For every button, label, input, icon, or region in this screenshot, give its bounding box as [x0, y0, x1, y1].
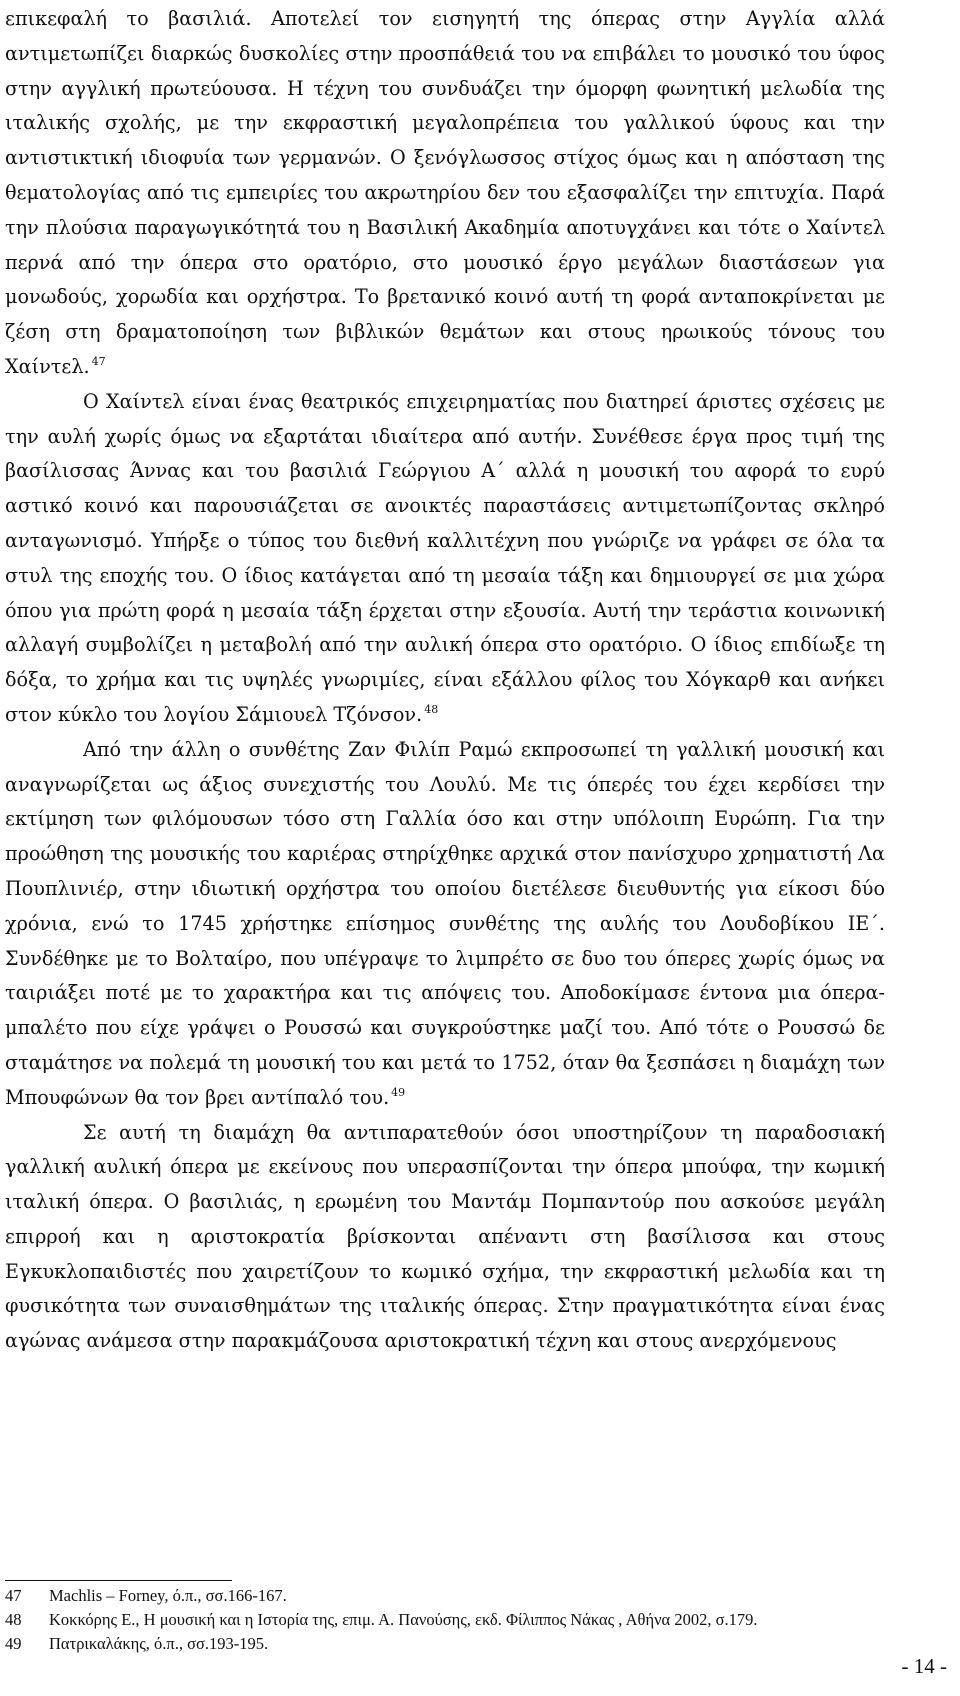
footnote-ref-49[interactable]: 49 — [391, 1085, 406, 1099]
paragraph-text: Από την άλλη ο συνθέτης Ζαν Φιλίπ Ραμώ εκπροσωπεί τη γαλλική μουσική και αναγνωρίζεται ως άξιος συνεχιστής του Λουλύ. Με τις όπερές του έχει κερδίσει την εκτίμηση των φιλόμουσων τόσο στη Γαλλία όσο και στην υπόλοιπη Ευρώπη. Για την προώθηση της μουσικής του καριέρας στηρίχθηκε αρχικά στον πανίσχυρο χρηματιστή Λα Πουπλινιέρ, στην ιδιωτική ορχήστρα του οποίου διετέλεσε διευθυντής για είκοσι δύο χρόνια, ενώ το 1745 χρήστηκε επίσημος συνθέτης της αυλής του Λουδοβίκου ΙΕ΄. Συνδέθηκε με το Βολταίρο, που υπέγραψε το λιμπρέτο σε δυο του όπερες χωρίς όμως να ταιριάξει ποτέ με το χαρακτήρα και τις απόψεις του. Αποδοκίμασε έντονα μια όπερα-μπαλέτο που είχε γράψει ο Ρουσσώ και συγκρούστηκε μαζί του. Από τότε ο Ρουσσώ δε σταμάτησε να πολεμά τη μουσική του και μετά το 1752, όταν θα ξεσπάσει η διαμάχη των Μπουφώνων θα τον βρει αντίπαλό του. — [5, 737, 885, 1109]
body-text — [5, 2, 885, 1359]
footnote-48 — [5, 1608, 905, 1632]
footnote-text: Machlis – Forney, ό.π., σσ.166-167. — [49, 1586, 287, 1605]
footnote-ref-47[interactable]: 47 — [91, 354, 106, 368]
footnote-number: 48 — [5, 1610, 22, 1629]
footnote-49 — [5, 1632, 905, 1656]
footnotes — [5, 1584, 905, 1656]
paragraph-1 — [5, 2, 885, 385]
paragraph-3 — [5, 733, 885, 1116]
paragraph-4 — [5, 1116, 885, 1360]
page-number: - 14 - — [901, 1654, 947, 1678]
footnote-47 — [5, 1584, 905, 1608]
footnote-number: 47 — [5, 1586, 22, 1605]
footnote-text: Κοκκόρης Ε., Η μουσική και η Ιστορία της, επιμ. Α. Πανούσης, εκδ. Φίλιππος Νάκας , Αθήνα 2002, σ.179. — [49, 1610, 758, 1629]
paragraph-2 — [5, 385, 885, 733]
footnote-text: Πατρικαλάκης, ό.π., σσ.193-195. — [49, 1634, 269, 1653]
footnote-number: 49 — [5, 1634, 22, 1653]
footnote-separator — [5, 1580, 232, 1581]
paragraph-text: επικεφαλή το βασιλιά. Αποτελεί τον εισηγητή της όπερας στην Αγγλία αλλά αντιμετωπίζει διαρκώς δυσκολίες στην προσπάθειά του να επιβάλει το μουσικό του ύφος στην αγγλική πρωτεύουσα. Η τέχνη του συνδυάζει την όμορφη φωνητική μελωδία της ιταλικής σχολής, με την εκφραστική μεγαλοπρέπεια του γαλλικού ύφους και την αντιστικτική ιδιοφυία των γερμανών. Ο ξενόγλωσσος στίχος όμως και η απόσταση της θεματολογίας από τις εμπειρίες του ακρωτηρίου δεν του εξασφαλίζει την επιτυχία. Παρά την πλούσια παραγωγικότητά του η Βασιλική Ακαδημία αποτυγχάνει και τότε ο Χαίντελ περνά από την όπερα στο ορατόριο, στο μουσικό έργο μεγάλων διαστάσεων για μονωδούς, χορωδία και ορχήστρα. Το βρετανικό κοινό αυτή τη φορά ανταποκρίνεται με ζέση στη δραματοποίηση των βιβλικών θεμάτων και στους ηρωικούς τόνους του Χαίντελ. — [5, 7, 885, 378]
footnote-ref-48[interactable]: 48 — [424, 702, 439, 716]
paragraph-text: Ο Χαίντελ είναι ένας θεατρικός επιχειρηματίας που διατηρεί άριστες σχέσεις με την αυλή χωρίς όμως να εξαρτάται ιδιαίτερα από αυτήν. Συνέθεσε έργα προς τιμή της βασίλισσας Άννας και του βασιλιά Γεώργιου Α΄ αλλά η μουσική του αφορά το ευρύ αστικό κοινό και παρουσιάζεται σε ανοικτές παραστάσεις αντιμετωπίζοντας σκληρό ανταγωνισμό. Υπήρξε ο τύπος του διεθνή καλλιτέχνη που γνώριζε να γράφει σε όλα τα στυλ της εποχής του. Ο ίδιος κατάγεται από τη μεσαία τάξη και δημιουργεί σε μια χώρα όπου για πρώτη φορά η μεσαία τάξη έρχεται στην εξουσία. Αυτή την τεράστια κοινωνική αλλαγή συμβολίζει η μεταβολή από την αυλική όπερα στο ορατόριο. Ο ίδιος επιδίωξε τη δόξα, το χρήμα και τις υψηλές γνωριμίες, είναι εξάλλου φίλος του Χόγκαρθ και ανήκει στον κύκλο του λογίου Σάμιουελ Τζόνσον. — [5, 389, 885, 726]
paragraph-text: Σε αυτή τη διαμάχη θα αντιπαρατεθούν όσοι υποστηρίζουν τη παραδοσιακή γαλλική αυλική όπερα με εκείνους που υπερασπίζονται την όπερα μπούφα, την κωμική ιταλική όπερα. Ο βασιλιάς, η ερωμένη του Μαντάμ Πομπαντούρ που ασκούσε μεγάλη επιρροή και η αριστοκρατία βρίσκονται απέναντι στη βασίλισσα και στους Εγκυκλοπαιδιστές που χαιρετίζουν το κωμικό σχήμα, την εκφραστική μελωδία και τη φυσικότητα των συναισθημάτων της ιταλικής όπερας. Στην πραγματικότητα είναι ένας αγώνας ανάμεσα στην παρακμάζουσα αριστοκρατική τέχνη και στους ανερχόμενους — [5, 1120, 885, 1353]
